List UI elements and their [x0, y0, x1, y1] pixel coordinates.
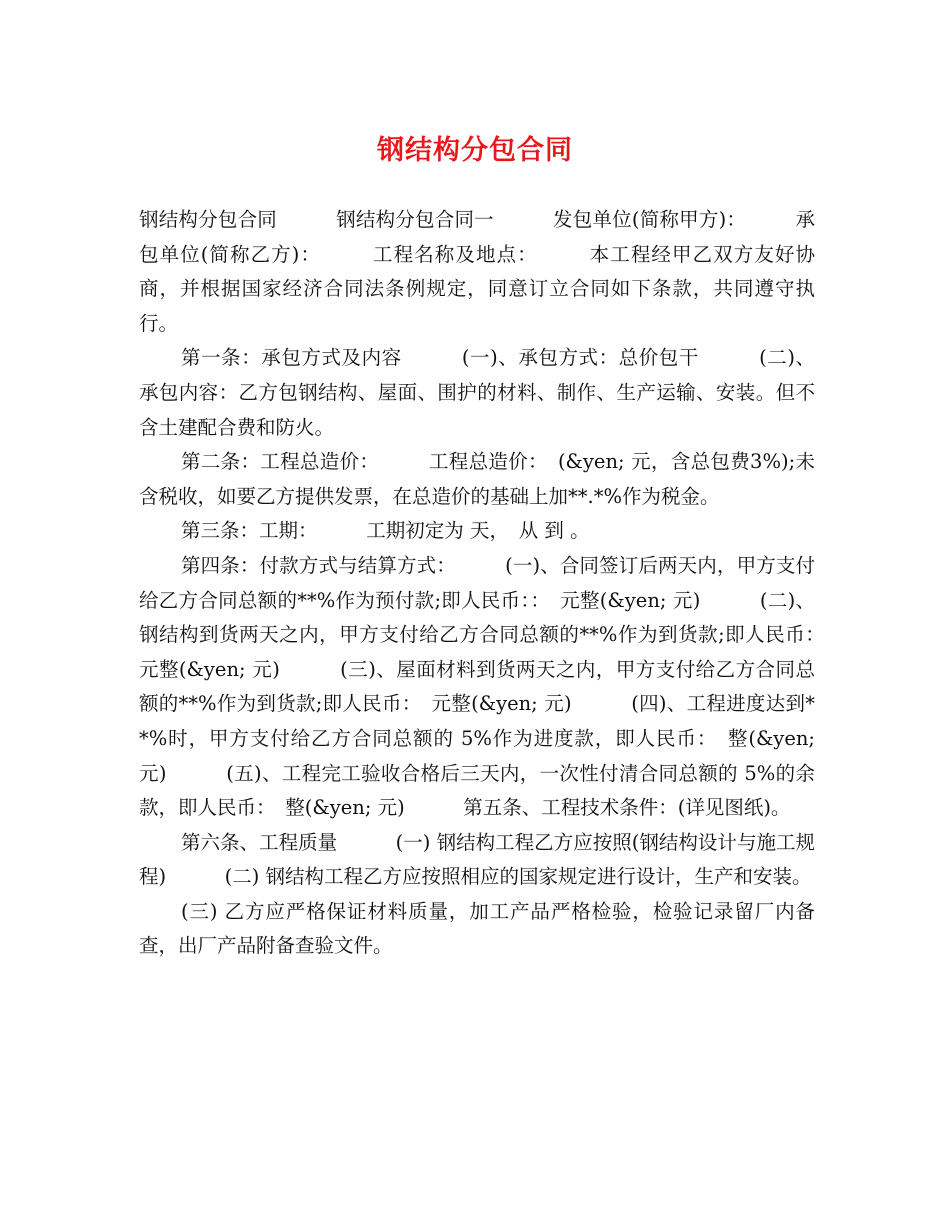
paragraph-article-3: 第三条：工期： 工期初定为 天， 从 到 。	[181, 519, 590, 543]
paragraph-article-6: 第六条、工程质量 (一) 钢结构工程乙方应按照(钢结构设计与施工规程) (二) 钢结构工程乙方应按照相应的国家规定进行设计，生产和安装。	[139, 830, 815, 889]
paragraph-article-4: 第四条：付款方式与结算方式： (一)、合同签订后两天内，甲方支付给乙方合同总额的**%作为预付款;即人民币：： 元整(&yen; 元) (二)、钢结构到货两天之内，甲方支付给乙方合同总额的**%作为到货款;即人民币： 元整(&yen; 元) (三)、屋面材料到货两天之内，甲方支付给乙方合同总额的**%作为到货款;即人民币： 元整(&yen; 元) (四)、工程进度达到**%时，甲方支付给乙方合同总额的 5%作为进度款，即人民币： 整(&yen; 元) (五)、工程完工验收合格后三天内，一次性付清合同总额的 5%的余款，即人民币： 整(&yen; 元) 第五条、工程技术条件：(详见图纸)。	[139, 553, 835, 820]
paragraph-article-2: 第二条：工程总造价： 工程总造价： (&yen; 元，含总包费3%);未含税收，如要乙方提供发票，在总造价的基础上加**.*%作为税金。	[139, 450, 815, 508]
paragraph-article-6-item-3: (三) 乙方应严格保证材料质量，加工产品严格检验，检验记录留厂内备查，出厂产品附备查验文件。	[139, 899, 815, 958]
document-body	[139, 203, 835, 964]
paragraph-article-1: 第一条：承包方式及内容 (一)、承包方式：总价包干 (二)、承包内容：乙方包钢结构、屋面、围护的材料、制作、生产运输、安装。但不含土建配合费和防火。	[139, 346, 815, 439]
document-title: 钢结构分包合同	[377, 135, 573, 166]
paragraph-intro: 钢结构分包合同 钢结构分包合同一 发包单位(简称甲方)： 承包单位(简称乙方)： 工程名称及地点： 本工程经甲乙双方友好协商，并根据国家经济合同法条例规定，同意订立合同如下条款，共同遵守执行。	[139, 208, 815, 335]
